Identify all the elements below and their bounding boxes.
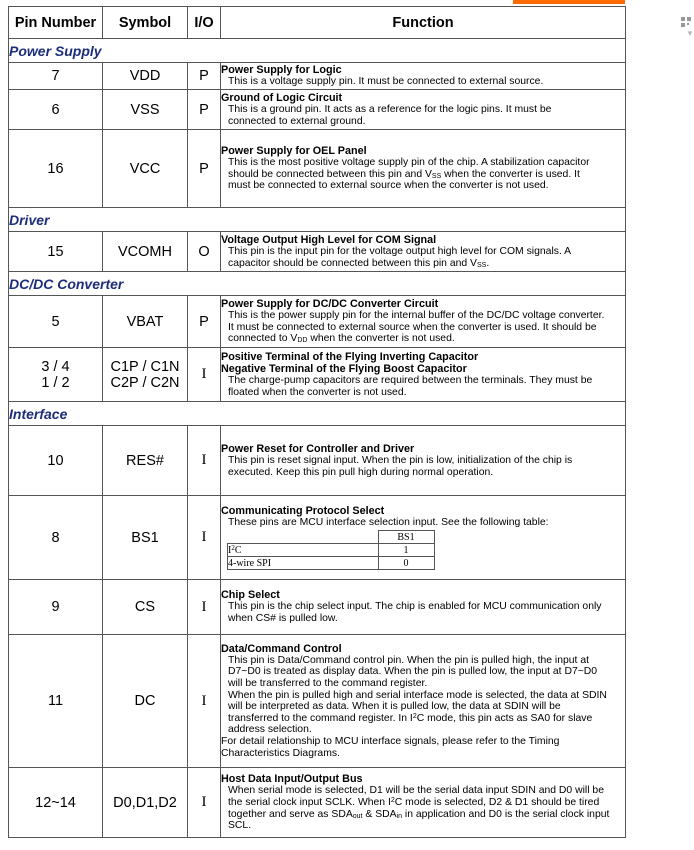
table-row	[9, 296, 626, 348]
function-line: This is a voltage supply pin. It must be connected to external source.	[228, 76, 544, 88]
symbol-cell: D0,D1,D2	[103, 768, 188, 838]
function-line: connected to $V_{DD}$ when the converter is not used.	[228, 333, 455, 345]
chevron-down-icon[interactable]: ▼	[686, 28, 694, 38]
function-line: will be interpreted as data. When it is pulled low, the data at SDIN will be	[228, 701, 561, 713]
section-driver: Driver	[9, 208, 626, 232]
header-tools[interactable]	[678, 17, 694, 39]
function-cell	[221, 580, 626, 635]
symbol-cell: VCOMH	[103, 232, 188, 272]
bs1-table-corner	[228, 531, 379, 544]
function-title: Chip Select	[221, 589, 280, 602]
orange-top-bar	[513, 0, 625, 4]
symbol-cell: DC	[103, 635, 188, 768]
io-cell: I	[188, 635, 221, 768]
function-line: This pin is Data/Command control pin. When the pin is pulled high, the input at	[228, 654, 589, 666]
function-line: This is the power supply pin for the internal buffer of the DC/DC voltage converter.	[228, 310, 605, 322]
table-row	[9, 426, 626, 496]
table-row	[9, 768, 626, 838]
section-interface: Interface	[9, 402, 626, 426]
bs1-row-i2c: $I^2C$	[228, 544, 379, 557]
function-line: transferred to the command register. In $I^2C$ mode, this pin acts as SA0 for slave	[228, 712, 593, 724]
table-row	[9, 130, 626, 208]
pin-cell: 5	[9, 296, 103, 348]
io-cell: P	[188, 130, 221, 208]
function-cell	[221, 90, 626, 130]
io-cell: P	[188, 296, 221, 348]
symbol-cell: VBAT	[103, 296, 188, 348]
header-symbol: Symbol	[103, 7, 188, 39]
function-line: Characteristics Diagrams.	[221, 747, 340, 759]
symbol-cell: VCC	[103, 130, 188, 208]
function-cell	[221, 232, 626, 272]
function-title: Power Reset for Controller and Driver	[221, 442, 415, 455]
symbol-cell: VSS	[103, 90, 188, 130]
function-line: This pin is the input pin for the voltage output high level for COM signals. A	[228, 245, 572, 257]
function-line: connected to external ground.	[228, 115, 366, 127]
function-line: It must be connected to external source when the converter is used. It should be	[228, 321, 597, 333]
io-cell: P	[188, 90, 221, 130]
function-line: The charge-pump capacitors are required between the terminals. They must be	[228, 374, 593, 386]
header-pin-number: Pin Number	[9, 7, 103, 39]
pin-cell: 3 / 4 1 / 2	[9, 348, 103, 402]
function-cell	[221, 130, 626, 208]
io-cell: I	[188, 348, 221, 402]
function-title: Communicating Protocol Select	[221, 504, 385, 517]
bs1-selection-table	[227, 530, 490, 570]
table-row	[9, 348, 626, 402]
function-title: Positive Terminal of the Flying Inverting Capacitor	[221, 350, 479, 363]
function-line: When the pin is pulled high and serial interface mode is selected, the data at SDIN	[228, 689, 607, 701]
function-cell	[221, 426, 626, 496]
function-cell	[221, 496, 626, 580]
function-cell	[221, 296, 626, 348]
pin-cell: 15	[9, 232, 103, 272]
function-title: Negative Terminal of the Flying Boost Capacitor	[221, 362, 467, 375]
pin-cell: 11	[9, 635, 103, 768]
table-row	[9, 496, 626, 580]
function-title: Voltage Output High Level for COM Signal	[221, 233, 437, 246]
function-line: will be transferred to the command register.	[228, 678, 428, 690]
function-line: capacitor should be connected between this pin and $V_{SS}$.	[228, 257, 490, 269]
table-row	[9, 580, 626, 635]
pin-cell: 6	[9, 90, 103, 130]
function-title: Power Supply for DC/DC Converter Circuit	[221, 298, 439, 311]
pin-cell: 7	[9, 63, 103, 90]
function-line: This pin is the chip select input. The chip is enabled for MCU communication only	[228, 601, 602, 613]
pin-cell: 12~14	[9, 768, 103, 838]
pin-cell: 9	[9, 580, 103, 635]
table-row	[9, 635, 626, 768]
function-title: Power Supply for OEL Panel	[221, 145, 367, 158]
io-cell: I	[188, 496, 221, 580]
function-cell	[221, 348, 626, 402]
function-title: Host Data Input/Output Bus	[221, 773, 363, 786]
io-cell: I	[188, 426, 221, 496]
header-function-label: Function	[392, 14, 454, 31]
table-row	[9, 63, 626, 90]
symbol-cell: CS	[103, 580, 188, 635]
io-cell: O	[188, 232, 221, 272]
symbol-cell: VDD	[103, 63, 188, 90]
function-line: together and serve as $SDA_{out}$ & $SDA_{in}$ in application and D0 is the serial clock input	[228, 808, 610, 820]
function-line: When serial mode is selected, D1 will be the serial data input SDIN and D0 will be	[228, 785, 604, 797]
function-line: executed. Keep this pin pull high during normal operation.	[228, 466, 494, 478]
pin-cell: 10	[9, 426, 103, 496]
symbol-cell: C1P / C1N C2P / C2N	[103, 348, 188, 402]
io-cell: P	[188, 63, 221, 90]
pin-cell: 16	[9, 130, 103, 208]
header-function	[221, 7, 694, 39]
function-line: For detail relationship to MCU interface signals, please refer to the Timing	[221, 735, 560, 747]
pin-description-table	[8, 6, 694, 838]
section-power-supply: Power Supply	[9, 39, 626, 63]
function-line: This is a ground pin. It acts as a reference for the logic pins. It must be	[228, 103, 552, 115]
table-row	[9, 90, 626, 130]
function-line: This pin is reset signal input. When the pin is low, initialization of the chip is	[228, 454, 573, 466]
symbol-cell: BS1	[103, 496, 188, 580]
qr-code-icon[interactable]	[681, 17, 691, 27]
table-row	[9, 232, 626, 272]
function-cell	[221, 63, 626, 90]
table-header-row	[9, 7, 626, 39]
function-line: must be connected to external source when the converter is not used.	[228, 180, 549, 192]
io-cell: I	[188, 768, 221, 838]
function-title: Ground of Logic Circuit	[221, 91, 343, 104]
function-title: Power Supply for Logic	[221, 64, 342, 77]
function-line: D7~D0 is treated as display data. When the pin is pulled low, the input at D7~D0	[228, 666, 598, 678]
function-cell	[221, 635, 626, 768]
section-dcdc-converter: DC/DC Converter	[9, 272, 626, 296]
function-line: floated when the converter is not used.	[228, 386, 407, 398]
bs1-value: 0	[378, 557, 434, 570]
function-title: Data/Command Control	[221, 642, 342, 655]
function-line: when CS# is pulled low.	[228, 613, 338, 624]
function-line: SCL.	[228, 820, 252, 832]
pin-cell: 8	[9, 496, 103, 580]
io-cell: I	[188, 580, 221, 635]
bs1-value: 1	[378, 544, 434, 557]
symbol-cell: RES#	[103, 426, 188, 496]
bs1-table-header: BS1	[378, 531, 434, 544]
header-io: I/O	[188, 7, 221, 39]
function-line: These pins are MCU interface selection input. See the following table:	[228, 516, 549, 528]
function-line: should be connected between this pin and $V_{SS}$ when the converter is used. It	[228, 168, 580, 180]
bs1-row-spi: 4-wire SPI	[228, 557, 379, 570]
function-line: This is the most positive voltage supply pin of the chip. A stabilization capacitor	[228, 157, 590, 169]
function-line: the serial clock input SCLK. When $I^2C$ mode is selected, D2 & D1 should be tired	[228, 796, 600, 808]
function-cell	[221, 768, 626, 838]
function-line: address selection.	[228, 724, 312, 736]
